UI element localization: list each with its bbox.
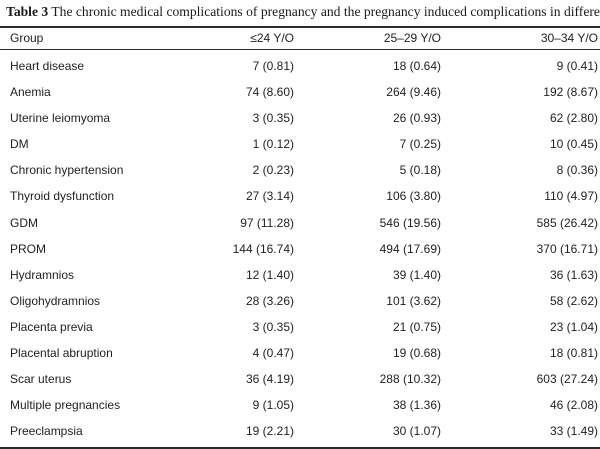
cell-group: Placenta previa [10, 319, 93, 334]
cell-age-25-29: 288 (10.32) [379, 372, 441, 387]
table-caption [6, 2, 600, 22]
cell-group: Thyroid dysfunction [10, 189, 115, 204]
cell-group: GDM [10, 215, 38, 230]
cell-age-25-29: 39 (1.40) [392, 267, 441, 282]
cell-age-24-under: 28 (3.26) [245, 293, 294, 308]
table-row [0, 105, 600, 131]
cell-age-25-29: 5 (0.18) [399, 163, 441, 178]
table-row [0, 366, 600, 392]
cell-group: Anemia [10, 85, 51, 100]
cell-age-30-34: 10 (0.45) [549, 137, 598, 152]
cell-age-24-under: 19 (2.21) [245, 424, 294, 439]
cell-age-25-29: 106 (3.80) [386, 189, 441, 204]
table-row [0, 392, 600, 418]
cell-age-25-29: 494 (17.69) [379, 241, 441, 256]
header-age-24-under: ≤24 Y/O [250, 31, 294, 45]
cell-age-25-29: 21 (0.75) [392, 319, 441, 334]
cell-group: DM [10, 137, 29, 152]
header-group: Group [10, 31, 44, 45]
header-age-30-34: 30–34 Y/O [540, 31, 598, 45]
cell-group: Hydramnios [10, 267, 75, 282]
cell-age-24-under: 3 (0.35) [252, 111, 294, 126]
cell-age-30-34: 23 (1.04) [549, 319, 598, 334]
cell-age-24-under: 36 (4.19) [245, 372, 294, 387]
cell-age-30-34: 370 (16.71) [536, 241, 598, 256]
cell-age-30-34: 585 (26.42) [536, 215, 598, 230]
table-row [0, 262, 600, 288]
cell-age-24-under: 9 (1.05) [252, 398, 294, 413]
header-age-25-29: 25–29 Y/O [383, 31, 441, 45]
cell-age-30-34: 110 (4.97) [544, 189, 598, 204]
table-bottom-rule [0, 447, 600, 449]
cell-age-25-29: 38 (1.36) [392, 398, 441, 413]
table-row [0, 288, 600, 314]
cell-age-30-34: 33 (1.49) [549, 424, 598, 439]
cell-age-24-under: 2 (0.23) [252, 163, 294, 178]
table-row [0, 210, 600, 236]
cell-group: Placental abruption [10, 346, 113, 361]
cell-age-24-under: 4 (0.47) [252, 346, 294, 361]
cell-age-30-34: 18 (0.81) [549, 346, 598, 361]
table-row [0, 340, 600, 366]
cell-age-30-34: 9 (0.41) [556, 59, 598, 73]
cell-age-25-29: 7 (0.25) [399, 137, 441, 152]
table-caption-label: Table 3 [6, 4, 49, 19]
cell-age-25-29: 546 (19.56) [379, 215, 441, 230]
table-row [0, 418, 600, 444]
cell-age-25-29: 30 (1.07) [392, 424, 441, 439]
cell-group: Chronic hypertension [10, 163, 124, 178]
table-row [0, 183, 600, 209]
cell-group: Oligohydramnios [10, 293, 101, 308]
cell-age-25-29: 19 (0.68) [392, 346, 441, 361]
cell-age-24-under: 97 (11.28) [240, 215, 294, 230]
cell-age-30-34: 192 (8.67) [543, 85, 598, 100]
table-row [0, 157, 600, 183]
table-header-row [0, 27, 600, 49]
table-row [0, 236, 600, 262]
cell-age-24-under: 1 (0.12) [252, 137, 294, 152]
cell-age-30-34: 62 (2.80) [549, 111, 598, 126]
cell-age-24-under: 3 (0.35) [252, 319, 294, 334]
cell-group: Heart disease [10, 59, 85, 73]
table-row [0, 131, 600, 157]
cell-group: Scar uterus [10, 372, 72, 387]
cell-age-24-under: 7 (0.81) [252, 59, 294, 73]
cell-age-30-34: 36 (1.63) [549, 267, 598, 282]
cell-age-30-34: 603 (27.24) [536, 372, 598, 387]
cell-age-24-under: 12 (1.40) [245, 267, 294, 282]
cell-group: Multiple pregnancies [10, 398, 121, 413]
cell-age-24-under: 74 (8.60) [245, 85, 294, 100]
table-caption-text: The chronic medical complications of pregnancy and the pregnancy induced complications in differe [51, 4, 600, 19]
cell-age-30-34: 8 (0.36) [556, 163, 598, 178]
cell-age-25-29: 264 (9.46) [386, 85, 441, 100]
cell-age-25-29: 26 (0.93) [392, 111, 441, 126]
table-body [0, 53, 600, 444]
cell-age-25-29: 101 (3.62) [386, 293, 441, 308]
cell-age-24-under: 144 (16.74) [232, 241, 294, 256]
cell-group: PROM [10, 241, 46, 256]
cell-group: Preeclampsia [10, 424, 83, 439]
table-row [0, 79, 600, 105]
table-header-rule [0, 49, 600, 50]
cell-age-24-under: 27 (3.14) [245, 189, 294, 204]
cell-group: Uterine leiomyoma [10, 111, 111, 126]
cell-age-30-34: 58 (2.62) [549, 293, 598, 308]
table-row [0, 53, 600, 79]
cell-age-30-34: 46 (2.08) [549, 398, 598, 413]
table-row [0, 314, 600, 340]
cell-age-25-29: 18 (0.64) [392, 59, 441, 73]
